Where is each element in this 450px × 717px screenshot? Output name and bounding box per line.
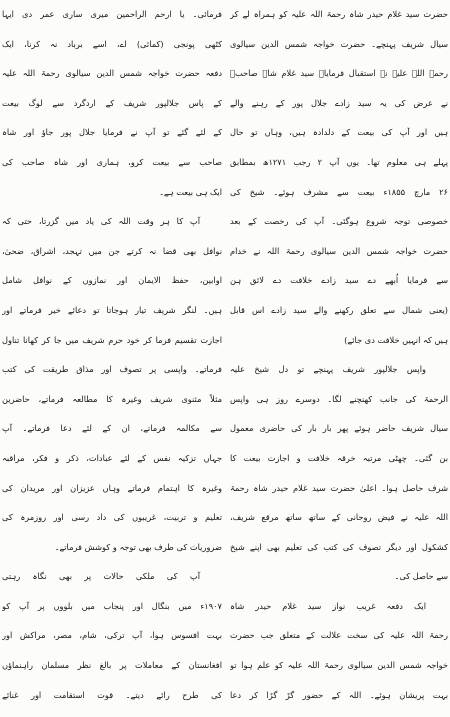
paragraph bbox=[230, 0, 448, 355]
text-line: فرمائی۔ یا ارحم الراحمین میری ساری عمر دی ایہا bbox=[2, 9, 222, 19]
text-line: جہاں تزکیہ نفس کے لئے عبادات، ذکر و فکر، مراقبہ bbox=[2, 452, 222, 463]
text-line: ہیں اور آپ کی بیعت کے دلدادہ ہیں، وہاں تو حال bbox=[230, 127, 448, 138]
text-line: کشکول اور دیگر تصوف کی کتب کی تعلیم بھی اپنے شیخ bbox=[230, 541, 448, 552]
text-line: ہیں۔ لنگر شریف تیار ہوجاتا تو دعائے خیر فرماتے اور bbox=[2, 304, 222, 315]
text-line: بہت افسوس ہوا، آپ ترکی، شام، مصر، مراکش اور bbox=[2, 630, 222, 641]
text-line: صاحب سے بیعت کرو، ہماری اور شاہ صاحب کی bbox=[2, 156, 222, 167]
text-line: ایک ہی بیعت ہے۔ bbox=[159, 186, 222, 197]
paragraph bbox=[2, 562, 222, 710]
text-line: خواجہ شمس الدین سیالوی رحمۃ اللہ علیہ کو علم ہوا تو bbox=[230, 660, 448, 671]
text-line: کے پاس جلالپور شریف کے اردگرد سے لوگ بیعت bbox=[2, 97, 222, 108]
text-line: وغیرہ کا اہتمام فرماتے وہاں عزیزان اور مریدان کی bbox=[2, 482, 222, 493]
text-line: (یعنی شمال سے تعلق رکھنے والے سید زادے اس قابل bbox=[230, 304, 448, 315]
text-line: اوابین، حفظ الایمان اور نمازوں کے نوافل شامل bbox=[2, 275, 222, 286]
text-line: ایک دفعہ غریب نواز سید غلام حیدر شاہ bbox=[230, 600, 426, 611]
text-line: سے فرمایا اُبھے دے سید زادے خلافت دے لائق ہن bbox=[230, 275, 448, 286]
text-line: سیال شریف حاضر ہوئے پھر بار بار کی حاضری معمول bbox=[230, 423, 448, 434]
text-line: آپ کا ہر وقت اللہ کی یاد میں گزرتا، حتی کہ bbox=[2, 216, 200, 227]
text-line: ۲۶ مارچ ۱۸۵۵ء بیعت سے مشرف ہوئے۔ شیخ کی bbox=[230, 186, 448, 197]
text-line: اجازت تقسیم فرما کر خود حرم شریف میں جا کر کھانا تناول bbox=[2, 334, 222, 345]
paragraph bbox=[2, 207, 222, 562]
text-line: کی طرح رائے دیتے۔ قوت استقامت اور غنائے bbox=[2, 689, 222, 700]
text-line: پہلے ہی معلوم تھا۔ یوں آپ ۲ رجب ۱۲۷۱ھ بمطابق bbox=[230, 156, 448, 167]
text-line: مثلاً مثنوی شریف وغیرہ کا مطالعہ فرماتے، حاضرین bbox=[2, 393, 222, 404]
left-column bbox=[2, 0, 222, 710]
text-line: شرف حاصل ہوا۔ اعلیٰ حضرت سید غلام حیدر شاہ رحمۃ bbox=[230, 482, 448, 493]
text-line: نے عرض کی یہ سید زادے جلال پور کے رہنے والے bbox=[230, 97, 448, 108]
text-line: الرحمۃ کی جانب کھنچنے لگا۔ دوسرے روز ہی واپس bbox=[230, 393, 448, 404]
text-line: حضرت خواجہ شمس الدین سیالوی رحمۃ اللہ نے خدام bbox=[230, 245, 448, 256]
text-line: سیال شریف پہنچے۔ حضرت خواجہ شمس الدین سیالوی bbox=[230, 38, 448, 49]
text-line: ہیں کہ انہیں خلافت دی جائے) bbox=[344, 334, 448, 345]
text-line: کے لئے گئے تو آپ نے فرمایا جلال پور جاؤ اور شاہ bbox=[2, 127, 222, 138]
text-line: نوافل بھی قضا نہ کرتے جن میں تہجد، اشراق، ضحیٰ، bbox=[2, 245, 222, 256]
text-line: دفعہ حضرت خواجہ شمس الدین سیالوی رحمۃ اللہ علیہ bbox=[2, 68, 222, 79]
text-line: سے حاصل کی۔ bbox=[394, 571, 448, 582]
text-line: رحمۃ اللہ علیہ کی سخت علالت کے متعلق جب حضرت bbox=[230, 630, 448, 641]
text-line: ضروریات کی طرف بھی توجہ و کوشش فرماتے۔ bbox=[54, 541, 222, 552]
text-line: ۱۹۰۷ء میں بنگال اور پنجاب میں بلووں پر آپ کو bbox=[2, 600, 222, 611]
text-line: آپ کی ملکی حالات پر بھی نگاہ رہتی bbox=[2, 571, 200, 582]
text-line: بہت پریشان ہوئے۔ اللہ کے حضور گڑ گڑا کر دعا bbox=[230, 689, 448, 700]
text-line: واپس جلالپور شریف پہنچے تو دل شیخ علیہ bbox=[230, 364, 426, 375]
text-line: تعلیم و تربیت، غریبوں کی داد رسی اور روزمرہ کی bbox=[2, 512, 222, 523]
text-line: کٹھی پونجی (کمائی) اے، اسے برباد نہ کرنا، ایک bbox=[2, 38, 222, 49]
text-line: حضرت سید غلام حیدر شاہ رحمۃ اللہ علیہ کو ہمراہ لے کر bbox=[230, 9, 448, 19]
right-column bbox=[230, 0, 448, 710]
text-line: فرماتے۔ واپسی پر تصوف اور مذاق طریقت کی کتب bbox=[2, 364, 222, 375]
text-line: خصوصی توجہ شروع ہوگئی۔ آپ کی رخصت کے بعد bbox=[230, 216, 448, 227]
text-line: رحمۃ اللہ علیہ نے استقبال فرمایا۔ سید غلام شاہ صاحبؒ bbox=[230, 68, 448, 79]
text-line: اللہ علیہ نے فیض روحانی کے ساتھ ساتھ مرقع شریف، bbox=[230, 512, 448, 523]
paragraph bbox=[2, 0, 222, 207]
paragraph bbox=[230, 592, 448, 710]
text-line: افغانستان کے معاملات پر بالغ نظر مسلمان راہنماؤں bbox=[2, 660, 222, 671]
text-line: بن گئی۔ چھٹی مرتبہ خرقہ خلافت و اجازت بیعت کا bbox=[230, 452, 448, 463]
text-line: سے مکالمہ فرماتے، ان کے لئے دعا فرماتے۔ آپ bbox=[2, 423, 222, 434]
paragraph bbox=[230, 355, 448, 592]
